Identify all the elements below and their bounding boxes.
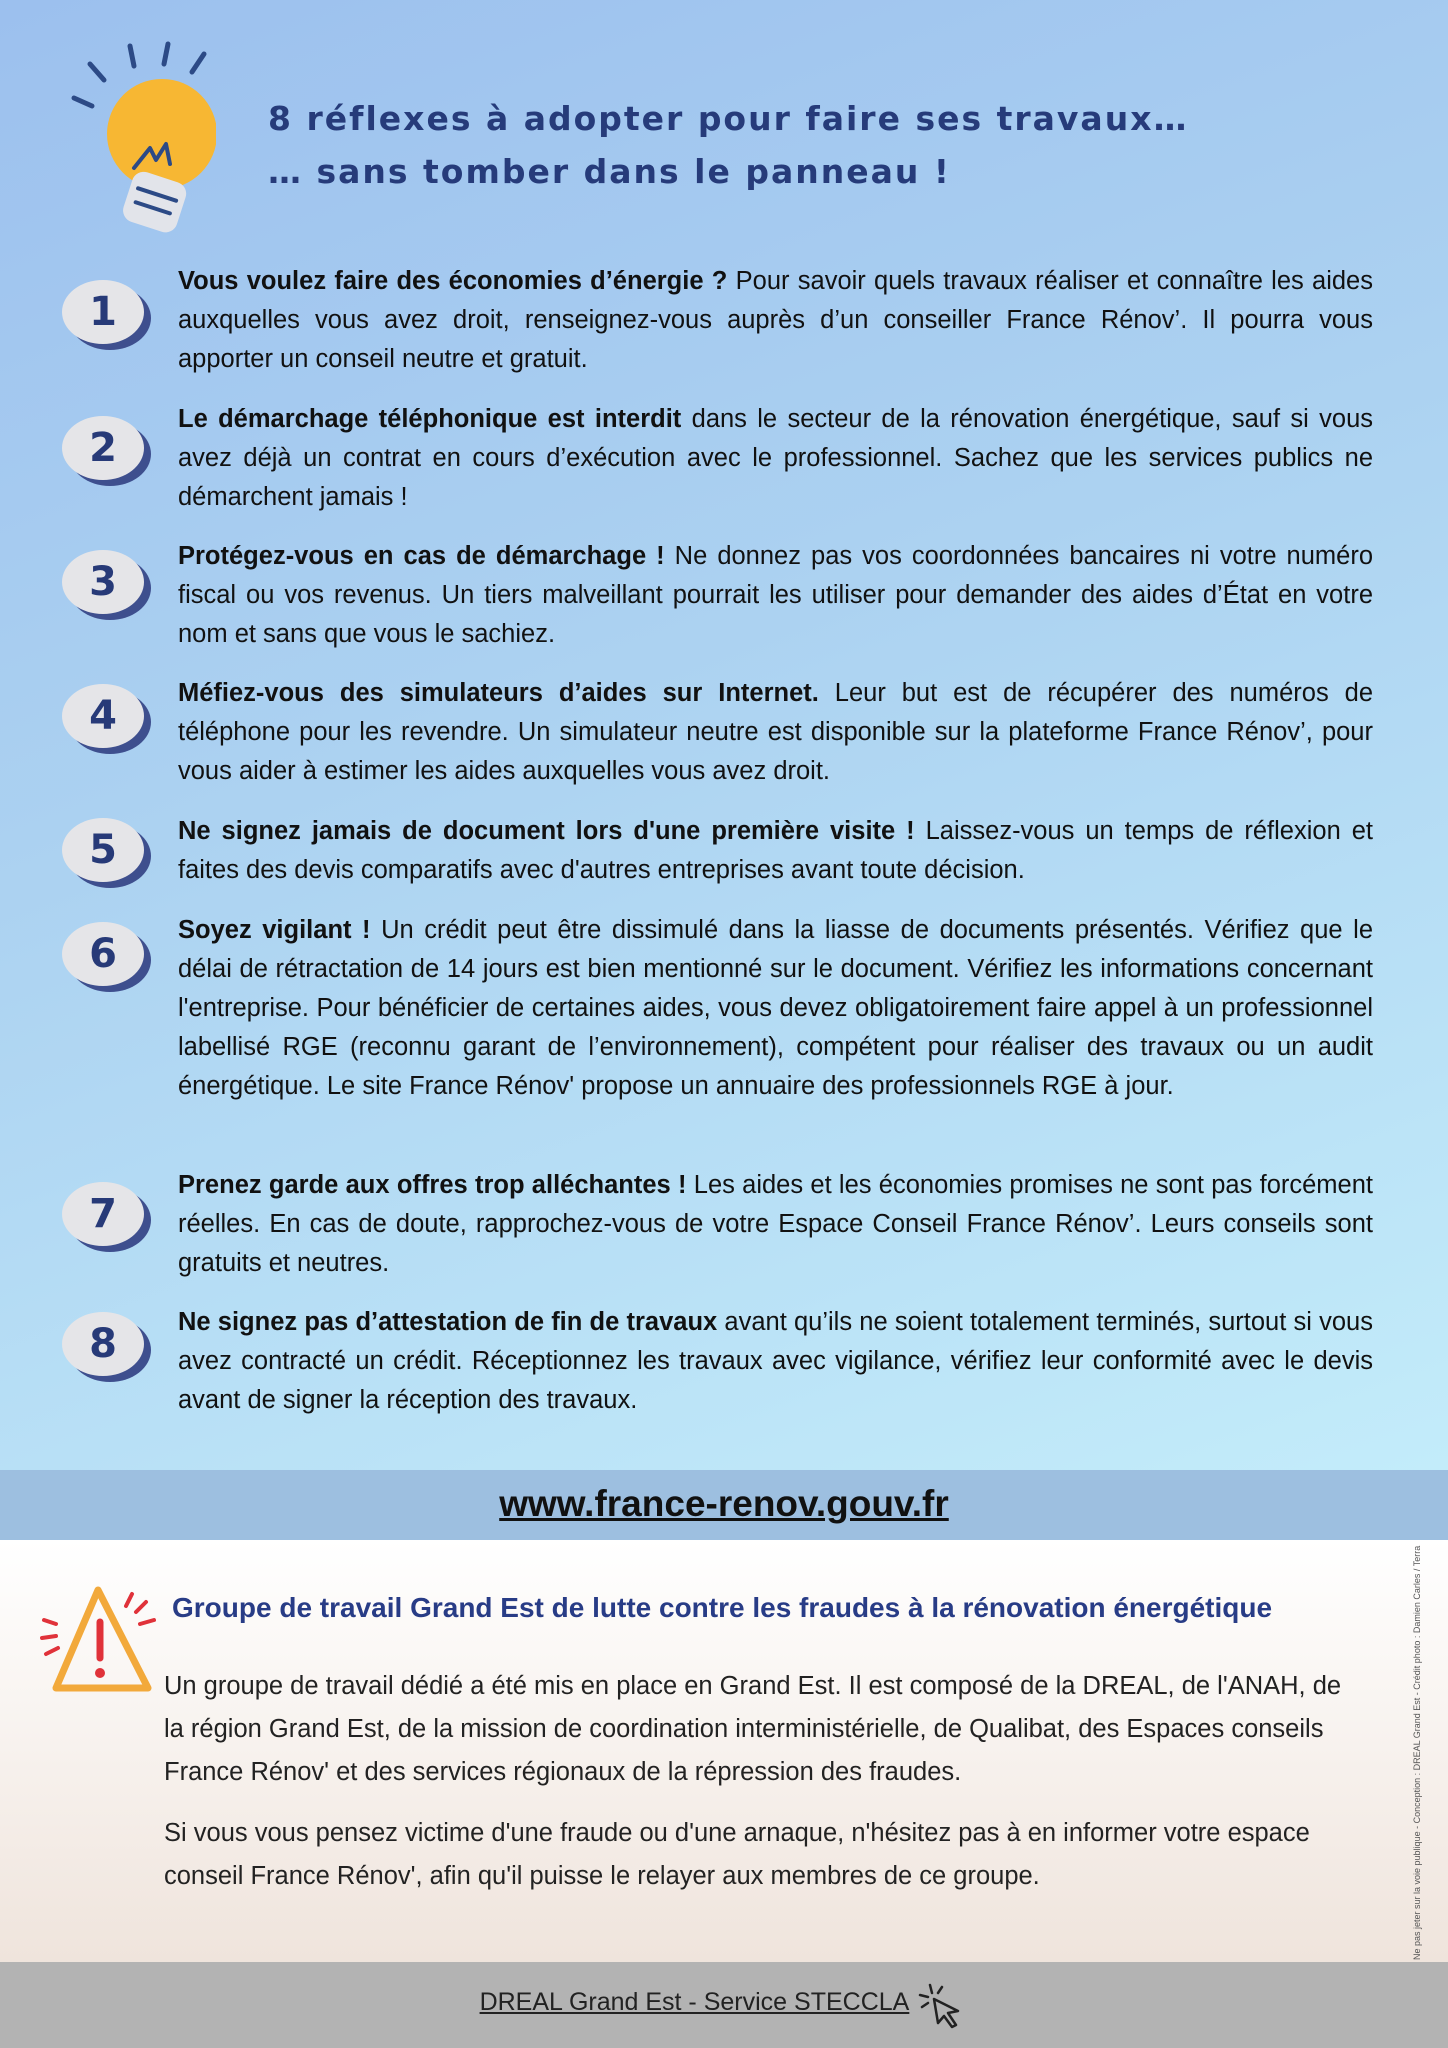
step-8-bold: Ne signez pas d’attestation de fin de travaux	[178, 1308, 718, 1336]
step-7-body: Les aides et les économies promises ne sont pas forcément réelles. En cas de doute, rapprochez-vous de votre Espace Conseil France Rénov’. Leurs conseils sont gratuits et neutres.	[178, 1171, 1374, 1277]
cursor-click-icon	[918, 1981, 968, 2031]
step-5-body: Laissez-vous un temps de réflexion et faites des devis comparatifs avec d'autres entreprises avant toute décision.	[178, 817, 1373, 884]
step-3-bold: Protégez-vous en cas de démarchage !	[178, 542, 665, 570]
credits-note: Ne pas jeter sur la voie publique - Conception : DREAL Grand Est - Crédit photo : Damien Carles / Terra	[1412, 1545, 1422, 1960]
step-3-text	[178, 537, 1373, 654]
warning-icon	[36, 1576, 166, 1706]
step-6-bold: Soyez vigilant !	[178, 916, 371, 944]
step-5-text	[178, 812, 1373, 890]
step-4-text	[178, 674, 1373, 791]
step-6-badge: 6	[62, 922, 144, 986]
website-link[interactable]: www.france-renov.gouv.fr	[499, 1483, 949, 1524]
lightbulb-icon	[66, 36, 216, 236]
step-1-badge: 1	[62, 280, 144, 344]
step-6-body: Un crédit peut être dissimulé dans la liasse de documents présentés. Vérifiez que le délai de rétractation de 14 jours est bien mentionné sur le document. Vérifiez les informations concernant l'entreprise. Pour bénéficier de certaines aides, vous devez obligatoirement faire appel à un professionnel labellisé RGE (reconnu garant de l’environnement), compétent pour réaliser des travaux ou un audit énergétique. Le site France Rénov' propose un annuaire des professionnels RGE à jour.	[178, 916, 1374, 1100]
step-3-body: Ne donnez pas vos coordonnées bancaires ni votre numéro fiscal ou vos revenus. Un tiers malveillant pourrait les utiliser pour demander des aides d’État en votre nom et sans que vous le sachiez.	[178, 542, 1374, 648]
step-5-badge: 5	[62, 818, 144, 882]
step-7-text	[178, 1166, 1373, 1283]
step-7-bold: Prenez garde aux offres trop alléchantes !	[178, 1171, 687, 1199]
step-2-text	[178, 400, 1373, 517]
step-1-body: Pour savoir quels travaux réaliser et connaître les aides auxquelles vous avez droit, renseignez-vous auprès d’un conseiller France Rénov’. Il pourra vous apporter un conseil neutre et gratuit.	[178, 267, 1373, 373]
step-7-badge: 7	[62, 1182, 144, 1246]
step-3-badge: 3	[62, 550, 144, 614]
title-line-2: … sans tomber dans le panneau !	[268, 152, 951, 191]
group-title: Groupe de travail Grand Est de lutte contre les fraudes à la rénovation énergétique	[172, 1592, 1273, 1623]
step-4-body: Leur but est de récupérer des numéros de téléphone pour les revendre. Un simulateur neutre est disponible sur la plateforme France Rénov’, pour vous aider à estimer les aides auxquelles vous avez droit.	[178, 679, 1373, 785]
step-5-bold: Ne signez jamais de document lors d'une première visite !	[178, 817, 915, 845]
page-title	[268, 92, 1268, 198]
step-2-body: dans le secteur de la rénovation énergétique, sauf si vous avez déjà un contrat en cours d’exécution avec le professionnel. Sachez que les services publics ne démarchent jamais !	[178, 405, 1374, 511]
step-4-bold: Méfiez-vous des simulateurs d’aides sur Internet.	[178, 679, 819, 707]
title-line-1: 8 réflexes à adopter pour faire ses travaux…	[268, 99, 1189, 138]
footer	[0, 1962, 1448, 2048]
step-6-text	[178, 911, 1373, 1106]
step-2-bold: Le démarchage téléphonique est interdit	[178, 405, 682, 433]
step-8-badge: 8	[62, 1312, 144, 1376]
step-2-badge: 2	[62, 416, 144, 480]
group-paragraph-2: Si vous vous pensez victime d'une fraude ou d'une arnaque, n'hésitez pas à en informer votre espace conseil France Rénov', afin qu'il puisse le relayer aux membres de ce groupe.	[164, 1819, 1310, 1890]
footer-link[interactable]: DREAL Grand Est - Service STECCLA	[479, 1988, 910, 2016]
group-paragraph-1: Un groupe de travail dédié a été mis en place en Grand Est. Il est composé de la DREAL, de l'ANAH, de la région Grand Est, de la mission de coordination interministérielle, de Qualibat, des Espaces conseils France Rénov' et des services régionaux de la répression des fraudes.	[164, 1672, 1342, 1786]
website-band	[0, 1470, 1448, 1540]
step-8-text	[178, 1303, 1373, 1420]
step-1-text	[178, 262, 1373, 379]
step-8-body: avant qu’ils ne soient totalement terminés, surtout si vous avez contracté un crédit. Réceptionnez les travaux avec vigilance, vérifiez leur conformité avec le devis avant de signer la réception des travaux.	[178, 1308, 1373, 1414]
step-1-bold: Vous voulez faire des économies d’énergie ?	[178, 267, 728, 295]
step-4-badge: 4	[62, 684, 144, 748]
